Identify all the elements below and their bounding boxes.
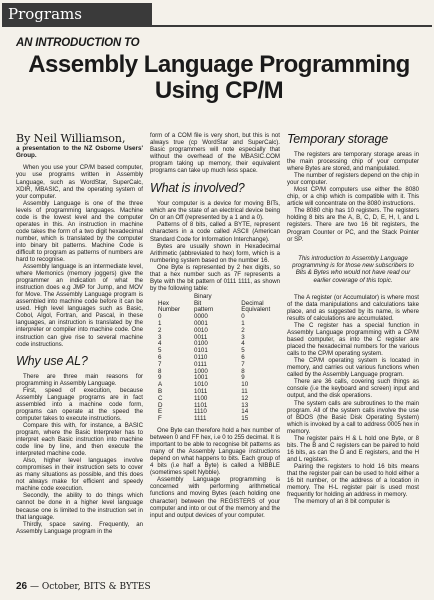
paragraph: There are 36 calls, covering such things as console (i.e the keyboard and screen) input and output, and the disk operations.: [287, 378, 419, 400]
paragraph: The register pairs H & L hold one Byte, or 8 bits. The B and C registers can be paired to hold 16 bits, as can the D and E registers, and the H and L registers.: [287, 434, 419, 463]
column-2: [150, 132, 280, 519]
table-cell: 13: [241, 401, 249, 409]
paragraph: The registers are temporary storage areas in the main processing chip of your computer where Bytes are stored, and manipulated.: [287, 151, 419, 173]
table-cell: 0111: [194, 360, 207, 368]
table-header-cell: Hex: [158, 299, 170, 307]
table-row: [158, 362, 280, 369]
table-cell: 1110: [194, 408, 207, 416]
table-cell: 0010: [194, 326, 208, 334]
paragraph: The CP/M operating system is located in memory, and carries out various functions when called by the Assembly Language program.: [287, 357, 419, 379]
table-cell: 6: [241, 354, 245, 362]
column-3: [287, 132, 419, 505]
table-cell: 2: [241, 326, 245, 334]
hex-binary-table: [158, 294, 280, 423]
table-cell: 3: [241, 333, 245, 341]
table-cell: 4: [158, 340, 162, 348]
paragraph: Secondly, the ability to do things which cannot be done in a higher level language because one is limited to the instruction set in that language.: [16, 492, 143, 521]
table-cell: 1: [241, 320, 245, 328]
table-cell: E: [158, 408, 163, 416]
table-row: [158, 369, 280, 376]
paragraph: First, speed of execution, because Assembly Language programs are in fact assembled into a machine code form, programs can operate at the speed the computer takes to execute instructions.: [16, 386, 143, 422]
footer-text: — October, BITS & BYTES: [30, 582, 151, 592]
table-cell: 5: [158, 347, 162, 355]
column-1: [16, 132, 143, 535]
table-cell: 0100: [194, 340, 208, 348]
table-cell: 0: [241, 313, 245, 321]
article-headline: Assembly Language Programming Using CP/M: [28, 51, 410, 104]
table-cell: 0001: [194, 320, 208, 328]
table-row: [158, 314, 280, 321]
table-cell: 14: [241, 408, 249, 416]
table-row: [158, 403, 280, 410]
paragraph: The number of registers depend on the chip in your computer.: [287, 172, 419, 187]
table-header-row: [158, 307, 280, 314]
byline-name: By Neil Williamson,: [16, 132, 126, 145]
table-cell: 11: [241, 388, 248, 396]
table-cell: 0110: [194, 354, 208, 362]
table-cell: 1101: [194, 401, 208, 409]
table-row: [158, 396, 280, 403]
paragraph: There are three main reasons for programming in Assembly Language.: [16, 372, 143, 387]
paragraph: Pairing the registers to hold 16 bits means that the register pair can be used to hold either a 16 bit number, or the address of a location in memory. The H-L register pair is used most frequently for holding an address in memory.: [287, 462, 419, 499]
table-row: [158, 328, 280, 335]
table-cell: 4: [241, 340, 245, 348]
table-cell: 9: [158, 374, 162, 382]
paragraph: Assembly Language is one of the three levels of programming languages. Machine code is the lowest level and the computer operates in this. An instruction in machine code takes the form of a two digit hexadecimal number, which is translated by the computer into binary bit patterns. Machine Code is difficult to program as patterns of numbers are hard to recognise.: [16, 199, 143, 264]
table-cell: B: [158, 388, 163, 396]
paragraph: Patterns of 8 bits, called a BYTE, represent characters in a code called ASCII (American Standard Code for Information Interchange).: [150, 221, 280, 243]
table-cell: 10: [241, 381, 249, 389]
table-cell: 7: [241, 360, 245, 368]
table-cell: 0101: [194, 347, 208, 355]
table-cell: 6: [158, 354, 162, 362]
section-tab: Programs: [2, 3, 152, 25]
table-cell: 1: [158, 320, 162, 328]
table-row: [158, 321, 280, 328]
table-cell: C: [158, 394, 163, 402]
paragraph: The memory of an 8 bit computer is: [294, 498, 390, 506]
table-cell: 2: [158, 326, 162, 334]
table-cell: 0000: [194, 313, 208, 321]
section-rule: [2, 25, 432, 27]
subheading-what-is-involved: What is involved?: [150, 181, 245, 196]
page-number: 26: [16, 581, 28, 592]
table-row: [158, 355, 280, 362]
paragraph: Your computer is a device for moving BITs, which are the state of an electrical device being On or an Off (represented by a 1 and a 0).: [150, 200, 280, 222]
table-cell: 8: [158, 367, 162, 375]
paragraph: Assembly Language programming is concerned with performing arithmetical functions and moving Bytes (each holding one character) between the REGISTERS of your computer and into or out of the memory and the input and output devices of your computer.: [150, 476, 280, 519]
table-cell: 0011: [194, 333, 208, 341]
paragraph: The A register (or Accumulator) is where most of the data manipulations and calculations take place, and as suggested by its name, is where results of calculations are accumulated.: [287, 293, 419, 322]
table-cell: 1001: [194, 374, 208, 382]
paragraph: One Byte can therefore hold a hex number of between 0 and FF hex, i.e 0 to 255 decimal. It is important to be able to recognise bit patterns as many of the Assembly Language instructions depend on what happens to bits. Each group of 4 bits (i.e half a Byte) is called a NIBBLE (sometimes spelt Nybble).: [150, 427, 280, 477]
paragraph: When you use your CP/M based computer, you use programs written in Assembly Language, such as WordStar, SuperCalc, XDIR, MBASIC, and the operating system of your computer.: [16, 164, 143, 200]
byline-note: a presentation to the NZ Osborne Users' Group.: [16, 145, 143, 160]
subheading-temporary-storage: Temporary storage: [287, 132, 389, 146]
table-cell: F: [158, 415, 162, 423]
table-cell: 7: [158, 360, 162, 368]
table-cell: D: [158, 401, 163, 409]
paragraph: Assembly language is an intermediate level, where Memonics (memory joggers) give the programmer an indication of what the instruction does e.g JMP for Jump, and MOV for Move. The Assembly Language program is assembled into machine code before it can be used. High level languages such as Basic, Cobol, Algol, Fortran, and Pascal, in these languages, an instruction is translated by the interpreter or compiler into machine code. One instruction can give rise to several machine code instructions.: [16, 263, 143, 348]
paragraph: One Byte is represented by 2 hex digits, so that a hex number such as 7F represents a Byte with the bit pattern of 0111 1111, as shown by the following table:: [150, 263, 280, 292]
table-cell: A: [158, 381, 163, 389]
table-header-cell: Number: [158, 306, 181, 314]
subheading-why-use-al: Why use AL?: [16, 353, 88, 368]
table-row: [158, 335, 280, 342]
table-cell: 0: [158, 313, 162, 321]
table-cell: 12: [241, 394, 249, 402]
paragraph: form of a COM file is very short, but this is not always true (cp WordStar and SuperCalc). Basic programmers will note especially that without the overhead of the MBASIC.COM program taking up memory, their equivalent programs can take up much less space.: [150, 132, 280, 175]
article-kicker: AN INTRODUCTION TO: [16, 37, 140, 49]
table-cell: 5: [241, 347, 245, 355]
paragraph: Most CP/M computers use either the 8080 chip, or a chip which is compatible with it. This article will concentrate on the 8080 instructions.: [287, 186, 419, 208]
table-cell: 1000: [194, 367, 208, 375]
table-cell: 1100: [194, 394, 208, 402]
paragraph: The 8080 chip has 10 registers. The registers holding 8 bits are the A, B, C, D, E, H, I, and L registers. There are two 16 bit registers, the Program Counter or PC, and the Stack Pointer or SP.: [287, 207, 419, 243]
editor-note: This introduction to Assembly Language programming is for those new subscribers to Bits & Bytes who would not have read our earlier coverage of this topic.: [292, 254, 414, 284]
table-row: [158, 409, 280, 416]
table-row: [158, 416, 280, 423]
paragraph: Also, higher level languages involve compromises in their instruction sets to cover as many situations as possible, and this does not always make for efficient and speedy machine code execution.: [16, 457, 143, 493]
page-footer: [16, 581, 151, 592]
table-header-cell: Binary: [194, 292, 212, 300]
table-cell: 15: [241, 415, 249, 423]
table-row: [158, 348, 280, 355]
table-row: [158, 389, 280, 396]
table-cell: 3: [158, 333, 162, 341]
table-header-cell: pattern: [194, 306, 214, 314]
paragraph: The C register has a special function in Assembly Language programming with a CP/M based computer, as into the C register are placed the hexadecimal numbers for the various calls to the CP/M operating system.: [287, 321, 419, 358]
table-header-cell: Bit: [194, 299, 202, 307]
paragraph: The system calls are subroutines to the main program. All of the system calls involve the use of BDOS (the Basic Disk Operating System) which is invoked by a call to address 0005 hex in memory.: [287, 399, 419, 435]
paragraph: Compare this with, for instance, a BASIC program, where the Basic Interpreter has to interpret each Basic instruction into machine code line by line, and then execute the interpreted machine code.: [16, 421, 143, 458]
table-cell: 1011: [194, 388, 208, 396]
paragraph: Thirdly, space saving. Frequently, an Assembly Language program in the: [16, 520, 143, 535]
table-cell: 9: [241, 374, 245, 382]
table-row: [158, 375, 280, 382]
table-header-cell: Equivalent: [241, 306, 271, 314]
table-cell: 1111: [194, 415, 207, 423]
table-cell: 8: [241, 367, 245, 375]
table-cell: 1010: [194, 381, 208, 389]
table-row: [158, 341, 280, 348]
table-header-cell: Decimal: [241, 299, 264, 307]
paragraph: Bytes are usually shown in Hexadecimal Arithmetic (abbreviated to hex) form, which is a numbering system based on the number 16.: [150, 242, 280, 264]
table-row: [158, 382, 280, 389]
